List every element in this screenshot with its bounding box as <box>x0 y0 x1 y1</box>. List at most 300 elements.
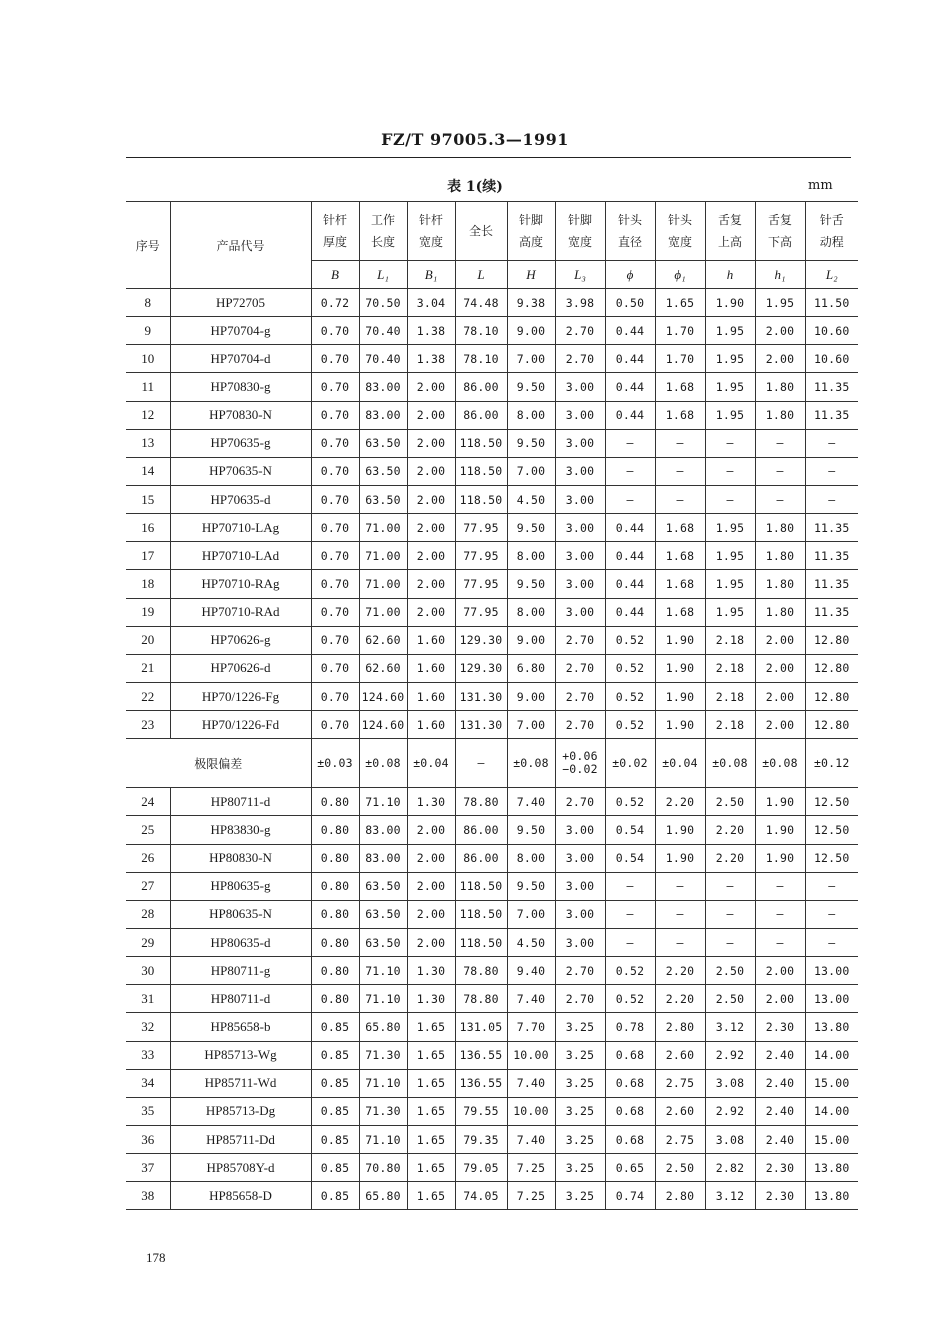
cell-value: 0.70 <box>311 373 359 401</box>
cell-value: 1.95 <box>705 598 755 626</box>
cell-value: — <box>705 928 755 956</box>
cell-value: 9.50 <box>507 373 555 401</box>
cell-value: 3.12 <box>705 1182 755 1210</box>
cell-value: 0.70 <box>311 598 359 626</box>
cell-value: — <box>655 457 705 485</box>
cell-value: 1.68 <box>655 542 705 570</box>
cell-value: 3.00 <box>555 429 605 457</box>
cell-product-code: HP70635-d <box>170 485 311 513</box>
cell-value: 0.54 <box>605 844 655 872</box>
cell-value: 2.18 <box>705 654 755 682</box>
cell-serial: 36 <box>126 1125 170 1153</box>
cell-value: 2.20 <box>705 844 755 872</box>
table-row <box>126 317 858 345</box>
tolerance-value: ±0.08 <box>755 739 805 788</box>
cell-product-code: HP70710-RAd <box>170 598 311 626</box>
cell-value: 1.95 <box>705 401 755 429</box>
cell-value: 63.50 <box>359 872 407 900</box>
cell-value: 3.25 <box>555 1069 605 1097</box>
cell-serial: 8 <box>126 289 170 317</box>
cell-value: 118.50 <box>455 485 507 513</box>
cell-value: 3.00 <box>555 373 605 401</box>
cell-value: 1.90 <box>655 816 705 844</box>
cell-value: 10.60 <box>805 317 858 345</box>
cell-value: 7.25 <box>507 1154 555 1182</box>
table-row <box>126 345 858 373</box>
table-row <box>126 514 858 542</box>
cell-value: 2.80 <box>655 1013 705 1041</box>
cell-value: 2.40 <box>755 1069 805 1097</box>
cell-value: 1.80 <box>755 598 805 626</box>
cell-value: 2.20 <box>655 957 705 985</box>
cell-value: 2.00 <box>407 401 455 429</box>
cell-value: — <box>755 900 805 928</box>
table-row <box>126 1013 858 1041</box>
cell-value: 2.20 <box>655 788 705 816</box>
cell-value: 2.00 <box>755 654 805 682</box>
cell-value: 7.00 <box>507 457 555 485</box>
cell-value: — <box>605 872 655 900</box>
cell-serial: 14 <box>126 457 170 485</box>
col-symbol-working-length: L₁ <box>359 261 407 289</box>
cell-value: 1.70 <box>655 317 705 345</box>
cell-value: 3.25 <box>555 1125 605 1153</box>
cell-value: 2.50 <box>705 985 755 1013</box>
cell-value: 2.70 <box>555 682 605 710</box>
cell-value: 79.05 <box>455 1154 507 1182</box>
cell-serial: 33 <box>126 1041 170 1069</box>
cell-value: 78.80 <box>455 788 507 816</box>
cell-value: 2.00 <box>755 626 805 654</box>
cell-value: 3.25 <box>555 1182 605 1210</box>
cell-value: 0.70 <box>311 711 359 739</box>
cell-value: 2.00 <box>755 985 805 1013</box>
cell-value: 2.00 <box>407 844 455 872</box>
cell-value: 1.95 <box>705 345 755 373</box>
cell-value: 129.30 <box>455 626 507 654</box>
cell-value: 0.70 <box>311 317 359 345</box>
cell-value: 2.70 <box>555 788 605 816</box>
col-symbol-head-width: ϕ₁ <box>655 261 705 289</box>
col-symbol-latch-upper: h <box>705 261 755 289</box>
cell-value: 2.00 <box>407 900 455 928</box>
cell-value: 78.80 <box>455 985 507 1013</box>
cell-value: 13.80 <box>805 1182 858 1210</box>
table-row <box>126 900 858 928</box>
cell-value: 71.00 <box>359 542 407 570</box>
cell-value: 71.00 <box>359 598 407 626</box>
cell-value: 1.30 <box>407 957 455 985</box>
cell-value: 13.80 <box>805 1154 858 1182</box>
cell-product-code: HP70635-g <box>170 429 311 457</box>
cell-serial: 30 <box>126 957 170 985</box>
cell-value: 2.00 <box>407 485 455 513</box>
cell-value: 0.44 <box>605 514 655 542</box>
cell-value: 71.10 <box>359 957 407 985</box>
cell-serial: 38 <box>126 1182 170 1210</box>
cell-value: 3.12 <box>705 1013 755 1041</box>
cell-value: 2.70 <box>555 985 605 1013</box>
cell-value: 8.00 <box>507 542 555 570</box>
cell-value: — <box>805 429 858 457</box>
cell-value: 3.00 <box>555 816 605 844</box>
cell-value: 11.35 <box>805 598 858 626</box>
cell-product-code: HP80635-g <box>170 872 311 900</box>
cell-product-code: HP85708Y-d <box>170 1154 311 1182</box>
cell-serial: 15 <box>126 485 170 513</box>
cell-value: — <box>655 872 705 900</box>
cell-serial: 19 <box>126 598 170 626</box>
cell-value: 1.90 <box>655 626 705 654</box>
cell-value: 1.30 <box>407 985 455 1013</box>
cell-value: 0.52 <box>605 682 655 710</box>
cell-value: 2.80 <box>655 1182 705 1210</box>
cell-product-code: HP70/1226-Fg <box>170 682 311 710</box>
cell-value: 0.52 <box>605 654 655 682</box>
col-symbol-latch-lower: h₁ <box>755 261 805 289</box>
cell-value: 9.00 <box>507 682 555 710</box>
cell-value: 9.00 <box>507 317 555 345</box>
cell-product-code: HP70635-N <box>170 457 311 485</box>
col-header-latch-stroke: 针舌 动程 <box>805 202 858 261</box>
cell-value: 12.80 <box>805 682 858 710</box>
cell-value: 0.70 <box>311 429 359 457</box>
cell-value: 9.50 <box>507 872 555 900</box>
table-row <box>126 570 858 598</box>
cell-value: — <box>605 457 655 485</box>
table-row <box>126 844 858 872</box>
cell-product-code: HP80635-d <box>170 928 311 956</box>
cell-value: 1.90 <box>655 682 705 710</box>
cell-value: 1.38 <box>407 317 455 345</box>
cell-value: 1.90 <box>755 844 805 872</box>
cell-serial: 12 <box>126 401 170 429</box>
cell-value: — <box>705 900 755 928</box>
cell-value: 70.40 <box>359 317 407 345</box>
tolerance-value: ±0.02 <box>605 739 655 788</box>
cell-value: 0.74 <box>605 1182 655 1210</box>
cell-value: 71.00 <box>359 570 407 598</box>
cell-value: 0.44 <box>605 542 655 570</box>
cell-serial: 28 <box>126 900 170 928</box>
cell-value: 1.30 <box>407 788 455 816</box>
cell-value: 2.00 <box>755 682 805 710</box>
cell-serial: 23 <box>126 711 170 739</box>
cell-value: 3.25 <box>555 1041 605 1069</box>
table-row <box>126 1069 858 1097</box>
cell-serial: 34 <box>126 1069 170 1097</box>
col-header-latch-lower: 舌复 下高 <box>755 202 805 261</box>
table-title: 表 1(续) <box>447 179 503 195</box>
cell-value: 2.70 <box>555 654 605 682</box>
col-symbol-width: B₁ <box>407 261 455 289</box>
cell-value: 13.00 <box>805 957 858 985</box>
cell-value: 0.70 <box>311 485 359 513</box>
cell-value: 71.30 <box>359 1041 407 1069</box>
table-row <box>126 1125 858 1153</box>
table-row <box>126 1182 858 1210</box>
cell-value: 70.40 <box>359 345 407 373</box>
cell-value: 1.90 <box>655 654 705 682</box>
cell-value: 0.80 <box>311 928 359 956</box>
cell-value: 131.30 <box>455 682 507 710</box>
cell-value: 1.38 <box>407 345 455 373</box>
cell-value: 7.25 <box>507 1182 555 1210</box>
cell-value: 1.60 <box>407 626 455 654</box>
cell-value: 0.52 <box>605 626 655 654</box>
cell-value: 1.65 <box>407 1041 455 1069</box>
cell-value: 77.95 <box>455 598 507 626</box>
cell-serial: 26 <box>126 844 170 872</box>
cell-value: 118.50 <box>455 429 507 457</box>
cell-serial: 35 <box>126 1097 170 1125</box>
cell-serial: 11 <box>126 373 170 401</box>
cell-value: 71.10 <box>359 1125 407 1153</box>
cell-value: 1.95 <box>705 317 755 345</box>
cell-value: 7.00 <box>507 711 555 739</box>
cell-value: 9.50 <box>507 570 555 598</box>
cell-value: 11.35 <box>805 514 858 542</box>
cell-value: — <box>755 928 805 956</box>
cell-value: 2.00 <box>407 514 455 542</box>
cell-value: 78.10 <box>455 317 507 345</box>
cell-product-code: HP85713-Wg <box>170 1041 311 1069</box>
cell-value: 0.80 <box>311 788 359 816</box>
cell-value: 1.68 <box>655 401 705 429</box>
cell-value: 0.80 <box>311 900 359 928</box>
cell-value: 0.44 <box>605 598 655 626</box>
cell-value: 0.44 <box>605 570 655 598</box>
cell-value: 86.00 <box>455 816 507 844</box>
cell-value: 1.70 <box>655 345 705 373</box>
cell-serial: 24 <box>126 788 170 816</box>
cell-value: — <box>805 457 858 485</box>
header-row <box>126 202 858 261</box>
cell-serial: 17 <box>126 542 170 570</box>
cell-value: 3.25 <box>555 1154 605 1182</box>
cell-value: 1.65 <box>407 1182 455 1210</box>
tolerance-l3 <box>555 739 605 788</box>
cell-value: 2.18 <box>705 626 755 654</box>
cell-value: 2.00 <box>407 816 455 844</box>
cell-value: 12.50 <box>805 844 858 872</box>
cell-value: 0.54 <box>605 816 655 844</box>
tolerance-value: ±0.08 <box>359 739 407 788</box>
cell-value: 1.68 <box>655 598 705 626</box>
col-header-head-width: 针头 宽度 <box>655 202 705 261</box>
cell-value: 2.00 <box>407 373 455 401</box>
cell-value: 12.80 <box>805 654 858 682</box>
cell-value: 2.75 <box>655 1069 705 1097</box>
table-row <box>126 711 858 739</box>
cell-value: — <box>805 928 858 956</box>
cell-serial: 32 <box>126 1013 170 1041</box>
cell-value: 71.00 <box>359 514 407 542</box>
cell-value: 65.80 <box>359 1013 407 1041</box>
cell-value: 0.68 <box>605 1125 655 1153</box>
cell-value: 9.50 <box>507 816 555 844</box>
cell-serial: 21 <box>126 654 170 682</box>
cell-value: 11.35 <box>805 570 858 598</box>
cell-product-code: HP70710-LAd <box>170 542 311 570</box>
cell-value: 9.38 <box>507 289 555 317</box>
cell-value: — <box>655 900 705 928</box>
cell-value: 0.70 <box>311 682 359 710</box>
cell-value: 3.00 <box>555 401 605 429</box>
table-row <box>126 654 858 682</box>
tolerance-row <box>126 739 858 788</box>
cell-value: 3.25 <box>555 1013 605 1041</box>
cell-value: 3.98 <box>555 289 605 317</box>
cell-value: 124.60 <box>359 711 407 739</box>
cell-product-code: HP80711-d <box>170 788 311 816</box>
cell-value: 0.44 <box>605 373 655 401</box>
cell-product-code: HP85658-b <box>170 1013 311 1041</box>
cell-value: 1.80 <box>755 542 805 570</box>
cell-product-code: HP80711-d <box>170 985 311 1013</box>
cell-value: 63.50 <box>359 485 407 513</box>
cell-product-code: HP70704-d <box>170 345 311 373</box>
cell-value: 2.18 <box>705 682 755 710</box>
table-row <box>126 985 858 1013</box>
cell-value: 7.40 <box>507 1069 555 1097</box>
cell-serial: 13 <box>126 429 170 457</box>
cell-value: 118.50 <box>455 900 507 928</box>
cell-value: 1.65 <box>407 1125 455 1153</box>
cell-serial: 10 <box>126 345 170 373</box>
cell-value: 11.35 <box>805 373 858 401</box>
cell-value: 3.08 <box>705 1125 755 1153</box>
cell-value: 0.80 <box>311 957 359 985</box>
cell-product-code: HP85658-D <box>170 1182 311 1210</box>
cell-value: 3.00 <box>555 928 605 956</box>
cell-value: 0.65 <box>605 1154 655 1182</box>
cell-value: 11.35 <box>805 401 858 429</box>
cell-value: — <box>805 485 858 513</box>
cell-value: — <box>655 928 705 956</box>
document-header: FZ/T 97005.3—1991 <box>381 130 569 149</box>
col-symbol-butt-height: H <box>507 261 555 289</box>
col-symbol-head-diameter: ϕ <box>605 261 655 289</box>
cell-value: 2.00 <box>407 872 455 900</box>
cell-value: 71.10 <box>359 788 407 816</box>
cell-value: 1.80 <box>755 514 805 542</box>
tolerance-value: ±0.04 <box>407 739 455 788</box>
cell-value: 2.00 <box>407 457 455 485</box>
cell-value: 2.40 <box>755 1041 805 1069</box>
cell-value: 0.85 <box>311 1125 359 1153</box>
cell-value: — <box>605 485 655 513</box>
cell-value: 3.00 <box>555 900 605 928</box>
cell-product-code: HP80635-N <box>170 900 311 928</box>
page-number: 178 <box>146 1250 166 1265</box>
cell-value: 83.00 <box>359 401 407 429</box>
table-row <box>126 457 858 485</box>
cell-value: 2.70 <box>555 626 605 654</box>
cell-value: 1.65 <box>407 1154 455 1182</box>
cell-product-code: HP70830-g <box>170 373 311 401</box>
cell-value: 15.00 <box>805 1069 858 1097</box>
cell-value: 63.50 <box>359 900 407 928</box>
tolerance-value: ±0.12 <box>805 739 858 788</box>
cell-value: 0.70 <box>311 654 359 682</box>
cell-value: 2.30 <box>755 1182 805 1210</box>
cell-value: 1.95 <box>705 542 755 570</box>
cell-value: — <box>755 457 805 485</box>
cell-value: 3.00 <box>555 485 605 513</box>
cell-value: 86.00 <box>455 373 507 401</box>
cell-value: 62.60 <box>359 626 407 654</box>
cell-value: 9.50 <box>507 514 555 542</box>
cell-value: 77.95 <box>455 542 507 570</box>
cell-value: 2.82 <box>705 1154 755 1182</box>
col-header-width: 针杆 宽度 <box>407 202 455 261</box>
cell-product-code: HP83830-g <box>170 816 311 844</box>
cell-value: 0.68 <box>605 1097 655 1125</box>
cell-value: 0.44 <box>605 317 655 345</box>
cell-value: 79.55 <box>455 1097 507 1125</box>
cell-value: 1.68 <box>655 570 705 598</box>
cell-value: 9.50 <box>507 429 555 457</box>
cell-value: 3.00 <box>555 570 605 598</box>
cell-value: 0.85 <box>311 1013 359 1041</box>
cell-value: 0.85 <box>311 1041 359 1069</box>
cell-value: 13.00 <box>805 985 858 1013</box>
cell-value: 1.60 <box>407 682 455 710</box>
col-header-total-length: 全长 <box>455 202 507 261</box>
cell-value: 0.78 <box>605 1013 655 1041</box>
cell-value: 1.90 <box>655 711 705 739</box>
cell-value: — <box>705 429 755 457</box>
cell-value: 2.00 <box>407 928 455 956</box>
cell-value: 2.60 <box>655 1041 705 1069</box>
cell-value: 0.72 <box>311 289 359 317</box>
cell-value: 0.52 <box>605 957 655 985</box>
cell-value: 12.80 <box>805 626 858 654</box>
cell-value: 2.00 <box>407 570 455 598</box>
cell-serial: 37 <box>126 1154 170 1182</box>
col-symbol-butt-width: L₃ <box>555 261 605 289</box>
cell-value: 136.55 <box>455 1041 507 1069</box>
cell-value: 74.48 <box>455 289 507 317</box>
cell-value: 63.50 <box>359 457 407 485</box>
cell-value: 1.80 <box>755 401 805 429</box>
cell-value: 3.25 <box>555 1097 605 1125</box>
header-rule <box>126 157 851 158</box>
cell-value: 0.70 <box>311 514 359 542</box>
cell-value: 71.30 <box>359 1097 407 1125</box>
cell-value: 1.65 <box>407 1013 455 1041</box>
cell-value: — <box>755 872 805 900</box>
cell-value: 3.04 <box>407 289 455 317</box>
cell-product-code: HP70710-RAg <box>170 570 311 598</box>
cell-value: 0.44 <box>605 401 655 429</box>
table-row <box>126 429 858 457</box>
cell-value: 9.40 <box>507 957 555 985</box>
cell-value: 0.70 <box>311 570 359 598</box>
table-row <box>126 682 858 710</box>
cell-value: 1.80 <box>755 373 805 401</box>
cell-value: 2.50 <box>705 957 755 985</box>
cell-value: 74.05 <box>455 1182 507 1210</box>
cell-value: 2.50 <box>705 788 755 816</box>
cell-value: — <box>755 429 805 457</box>
cell-value: 12.80 <box>805 711 858 739</box>
cell-value: 7.00 <box>507 345 555 373</box>
cell-value: 3.00 <box>555 598 605 626</box>
cell-value: 10.00 <box>507 1041 555 1069</box>
cell-value: 8.00 <box>507 844 555 872</box>
